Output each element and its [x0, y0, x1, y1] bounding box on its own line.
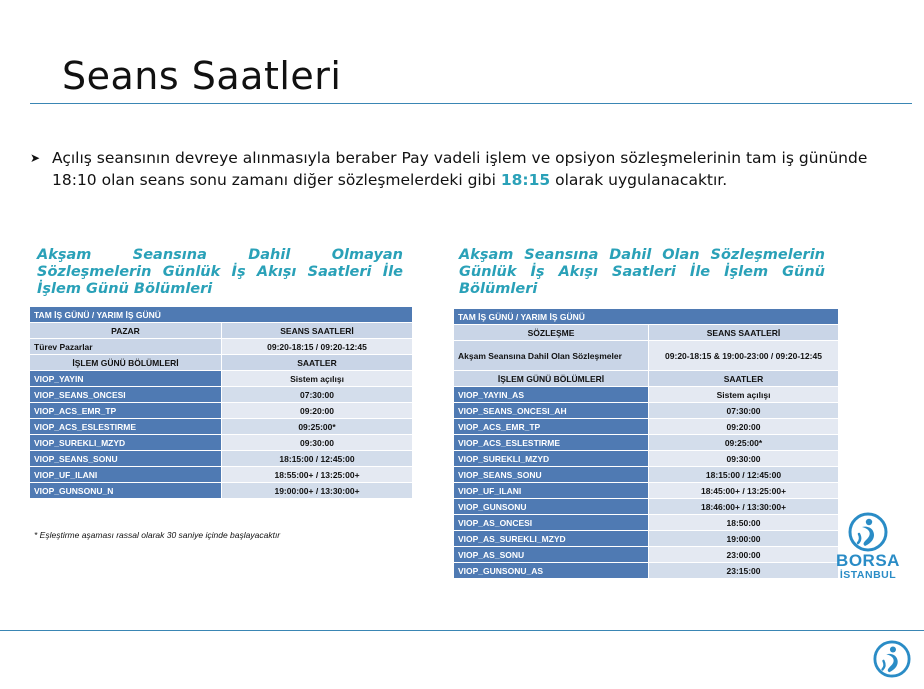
table-row	[454, 515, 839, 531]
section-time: 09:30:00	[649, 451, 839, 467]
table-row	[30, 371, 413, 387]
section-name: VIOP_SUREKLI_MZYD	[454, 451, 649, 467]
section-name: VIOP_ACS_ESLESTIRME	[454, 435, 649, 451]
arrow-bullet-icon: ➤	[30, 151, 41, 165]
section-name: VIOP_YAYIN_AS	[454, 387, 649, 403]
contract-label: Akşam Seansına Dahil Olan Sözleşmeler	[454, 341, 649, 371]
section-name: VIOP_SEANS_SONU	[454, 467, 649, 483]
table-row	[454, 387, 839, 403]
section-time: 18:15:00 / 12:45:00	[222, 451, 413, 467]
section-time: 09:20:00	[649, 419, 839, 435]
table-row	[30, 483, 413, 499]
table-row	[30, 387, 413, 403]
column-header-sections: İŞLEM GÜNÜ BÖLÜMLERİ	[454, 371, 649, 387]
section-time: 19:00:00	[649, 531, 839, 547]
borsa-istanbul-logo-icon	[848, 512, 888, 552]
table-row	[30, 419, 413, 435]
section-name: VIOP_AS_SONU	[454, 547, 649, 563]
left-table-heading: Akşam Seansına Dahil Olmayan Sözleşmelerin Günlük İş Akışı Saatleri İle İşlem Günü Bölümleri	[37, 247, 403, 297]
section-name: VIOP_SEANS_ONCESI_AH	[454, 403, 649, 419]
table-row	[454, 467, 839, 483]
table-row	[454, 341, 839, 371]
table-row	[454, 483, 839, 499]
section-name: VIOP_UF_ILANI	[30, 467, 222, 483]
table-header-row	[30, 355, 413, 371]
title-divider	[30, 103, 912, 104]
section-name: VIOP_GUNSONU	[454, 499, 649, 515]
table-row	[30, 451, 413, 467]
section-time: 07:30:00	[222, 387, 413, 403]
section-time: 19:00:00+ / 13:30:00+	[222, 483, 413, 499]
market-hours: 09:20-18:15 / 09:20-12:45	[222, 339, 413, 355]
column-header-session-hours: SEANS SAATLERİ	[222, 323, 413, 339]
column-header-times: SAATLER	[222, 355, 413, 371]
bullet-highlight-time: 18:15	[500, 171, 551, 189]
right-table-heading: Akşam Seansına Dahil Olan Sözleşmelerin Günlük İş Akışı Saatleri İle İşlem Günü Bölümleri	[459, 247, 825, 297]
section-name: VIOP_SUREKLI_MZYD	[30, 435, 222, 451]
table-title: TAM İŞ GÜNÜ / YARIM İŞ GÜNÜ	[30, 307, 413, 323]
table-row	[30, 339, 413, 355]
column-header-contract: SÖZLEŞME	[454, 325, 649, 341]
column-header-times: SAATLER	[649, 371, 839, 387]
section-name: VIOP_AS_ONCESI	[454, 515, 649, 531]
table-row	[454, 531, 839, 547]
section-time: 18:15:00 / 12:45:00	[649, 467, 839, 483]
table-row	[454, 419, 839, 435]
section-time: 18:46:00+ / 13:30:00+	[649, 499, 839, 515]
section-name: VIOP_SEANS_ONCESI	[30, 387, 222, 403]
table-row	[30, 435, 413, 451]
table-header-row	[454, 371, 839, 387]
logo-text-istanbul: İSTANBUL	[839, 569, 897, 581]
section-time: 09:30:00	[222, 435, 413, 451]
bullet-text-part1: Açılış seansının devreye alınmasıyla beraber Pay vadeli işlem ve opsiyon sözleşmelerinin tam iş gününde 18:10 olan seans sonu zamanı diğer sözleşmelerdeki gibi	[52, 149, 868, 189]
logo-text-borsa: BORSA	[836, 551, 900, 570]
table-header-row	[30, 323, 413, 339]
column-header-market: PAZAR	[30, 323, 222, 339]
slide-title: Seans Saatleri	[62, 54, 342, 98]
table-row	[454, 547, 839, 563]
bullet-text	[52, 147, 890, 191]
table-title-row	[30, 307, 413, 323]
section-time: 09:20:00	[222, 403, 413, 419]
section-time: 18:50:00	[649, 515, 839, 531]
right-schedule-table	[453, 308, 839, 579]
borsa-istanbul-logo	[836, 512, 900, 581]
table-row	[454, 435, 839, 451]
section-time: 09:25:00*	[222, 419, 413, 435]
left-schedule-table	[29, 306, 413, 499]
section-time: 07:30:00	[649, 403, 839, 419]
market-label: Türev Pazarlar	[30, 339, 222, 355]
section-time: Sistem açılışı	[649, 387, 839, 403]
section-name: VIOP_GUNSONU_AS	[454, 563, 649, 579]
section-name: VIOP_UF_ILANI	[454, 483, 649, 499]
footer-logo-icon	[873, 640, 911, 682]
section-name: VIOP_ACS_EMR_TP	[30, 403, 222, 419]
section-name: VIOP_YAYIN	[30, 371, 222, 387]
bullet-point	[30, 147, 890, 191]
column-header-sections: İŞLEM GÜNÜ BÖLÜMLERİ	[30, 355, 222, 371]
table-row	[454, 403, 839, 419]
section-time: Sistem açılışı	[222, 371, 413, 387]
column-header-session-hours: SEANS SAATLERİ	[649, 325, 839, 341]
section-time: 18:55:00+ / 13:25:00+	[222, 467, 413, 483]
section-name: VIOP_ACS_EMR_TP	[454, 419, 649, 435]
section-name: VIOP_AS_SUREKLI_MZYD	[454, 531, 649, 547]
table-header-row	[454, 325, 839, 341]
table-row	[30, 403, 413, 419]
section-time: 09:25:00*	[649, 435, 839, 451]
contract-hours: 09:20-18:15 & 19:00-23:00 / 09:20-12:45	[649, 341, 839, 371]
section-time: 23:00:00	[649, 547, 839, 563]
table-title-row	[454, 309, 839, 325]
section-time: 18:45:00+ / 13:25:00+	[649, 483, 839, 499]
footer-divider	[0, 630, 924, 631]
section-name: VIOP_GUNSONU_N	[30, 483, 222, 499]
section-time: 23:15:00	[649, 563, 839, 579]
table-row	[454, 499, 839, 515]
section-name: VIOP_SEANS_SONU	[30, 451, 222, 467]
table-row	[30, 467, 413, 483]
footnote: * Eşleştirme aşaması rassal olarak 30 saniye içinde başlayacaktır	[34, 530, 281, 540]
table-row	[454, 451, 839, 467]
bullet-text-part2: olarak uygulanacaktır.	[550, 171, 728, 189]
table-title: TAM İŞ GÜNÜ / YARIM İŞ GÜNÜ	[454, 309, 839, 325]
table-row	[454, 563, 839, 579]
section-name: VIOP_ACS_ESLESTIRME	[30, 419, 222, 435]
